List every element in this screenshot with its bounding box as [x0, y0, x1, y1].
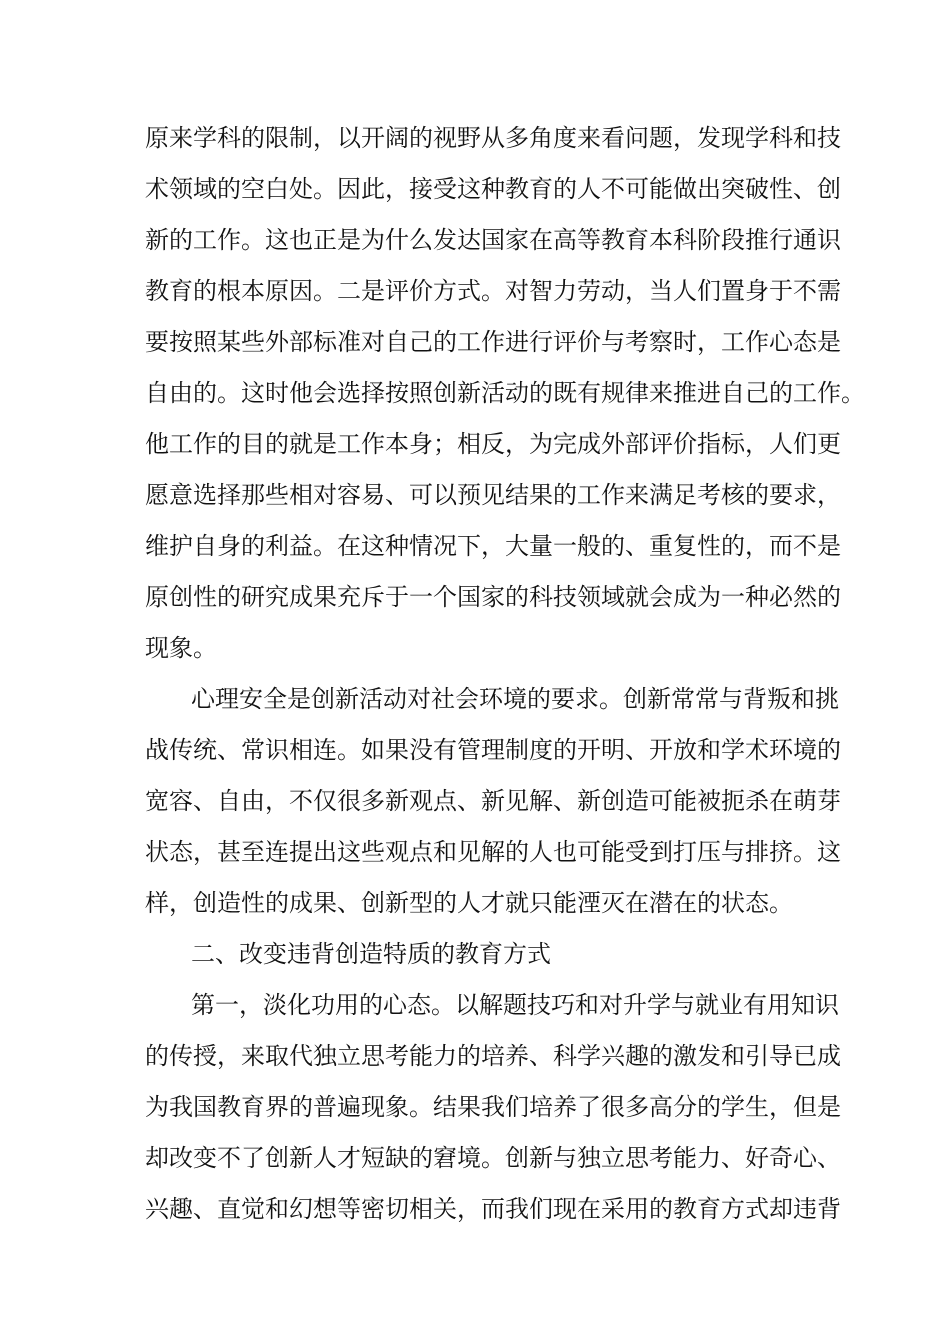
text-line: 要按照某些外部标准对自己的工作进行评价与考察时，工作心态是: [145, 328, 841, 356]
text-line: 却改变不了创新人才短缺的窘境。创新与独立思考能力、好奇心、: [145, 1144, 841, 1172]
text-line: 样，创造性的成果、创新型的人才就只能湮灭在潜在的状态。: [145, 889, 793, 917]
text-line: 原创性的研究成果充斥于一个国家的科技领域就会成为一种必然的: [145, 583, 841, 611]
text-line: 心理安全是创新活动对社会环境的要求。创新常常与背叛和挑: [191, 685, 839, 713]
text-line: 教育的根本原因。二是评价方式。对智力劳动，当人们置身于不需: [145, 277, 841, 305]
text-line: 他工作的目的就是工作本身；相反，为完成外部评价指标，人们更: [145, 430, 841, 458]
text-line: 兴趣、直觉和幻想等密切相关，而我们现在采用的教育方式却违背: [145, 1195, 841, 1223]
text-line: 维护自身的利益。在这种情况下，大量一般的、重复性的，而不是: [145, 532, 841, 560]
text-line: 状态，甚至连提出这些观点和见解的人也可能受到打压与排挤。这: [145, 838, 841, 866]
text-line: 的传授，来取代独立思考能力的培养、科学兴趣的激发和引导已成: [145, 1042, 841, 1070]
text-line: 战传统、常识相连。如果没有管理制度的开明、开放和学术环境的: [145, 736, 841, 764]
text-line: 术领域的空白处。因此，接受这种教育的人不可能做出突破性、创: [145, 175, 841, 203]
text-line: 愿意选择那些相对容易、可以预见结果的工作来满足考核的要求，: [145, 481, 841, 509]
text-line: 现象。: [145, 634, 217, 662]
text-line: 原来学科的限制，以开阔的视野从多角度来看问题，发现学科和技: [145, 124, 841, 152]
text-line: 二、改变违背创造特质的教育方式: [191, 940, 551, 968]
text-line: 新的工作。这也正是为什么发达国家在高等教育本科阶段推行通识: [145, 226, 841, 254]
text-line: 为我国教育界的普遍现象。结果我们培养了很多高分的学生，但是: [145, 1093, 841, 1121]
text-line: 自由的。这时他会选择按照创新活动的既有规律来推进自己的工作。: [145, 379, 865, 407]
text-line: 宽容、自由，不仅很多新观点、新见解、新创造可能被扼杀在萌芽: [145, 787, 841, 815]
body-text: [145, 118, 865, 1240]
text-line: 第一，淡化功用的心态。以解题技巧和对升学与就业有用知识: [191, 991, 839, 1019]
